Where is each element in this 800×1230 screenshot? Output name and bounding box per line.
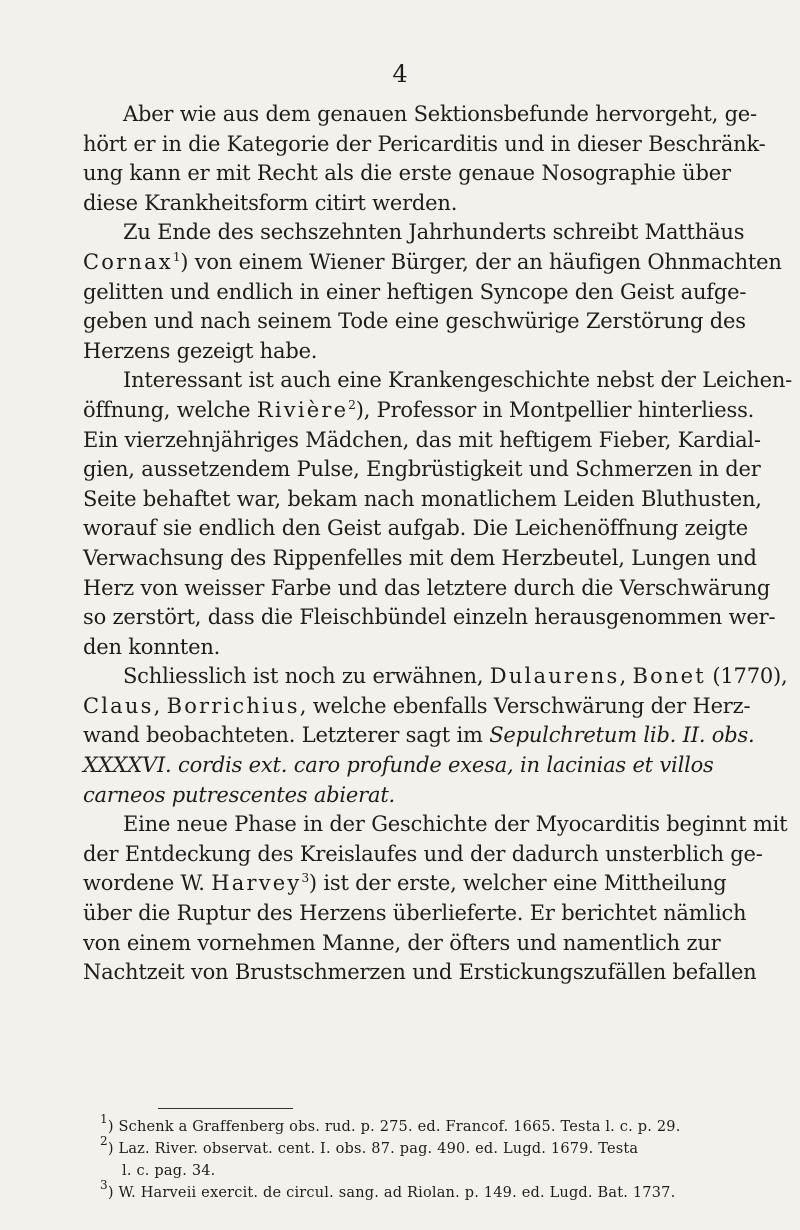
text-line: Interessant ist auch eine Krankengeschichte nebst der Leichen- bbox=[123, 368, 793, 393]
author-name: Bonet bbox=[632, 664, 706, 689]
text-line: geben und nach seinem Tode eine geschwürige Zerstörung des bbox=[83, 309, 746, 334]
footnote-divider bbox=[158, 1108, 293, 1109]
text-line: Ein vierzehnjähriges Mädchen, das mit heftigem Fieber, Kardial- bbox=[83, 427, 761, 452]
text-span: , bbox=[153, 693, 167, 718]
page-number: 4 bbox=[392, 60, 408, 88]
footnote-mark: 1 bbox=[172, 249, 181, 264]
author-name: Claus bbox=[83, 693, 154, 718]
footnote-mark: 2 bbox=[348, 397, 356, 412]
text-line: Seite behaftet war, bekam nach monatlichem Leiden Bluthusten, bbox=[83, 486, 762, 511]
text-line bbox=[83, 248, 782, 278]
text-line: gelitten und endlich in einer heftigen Syncope den Geist aufge- bbox=[83, 279, 747, 304]
text-line: Verwachsung des Rippenfelles mit dem Herzbeutel, Lungen und bbox=[83, 545, 757, 570]
text-line: der Entdeckung des Kreislaufes und der dadurch unsterblich ge- bbox=[83, 841, 763, 866]
text-line: diese Krankheitsform citirt werden. bbox=[83, 190, 458, 215]
text-line: ung kann er mit Recht als die erste genaue Nosographie über bbox=[83, 161, 731, 186]
author-name: Dulaurens bbox=[489, 664, 620, 689]
text-span: , welche ebenfalls Verschwärung der Herz- bbox=[299, 693, 751, 718]
text-line: Nachtzeit von Brustschmerzen und Erstickungszufällen befallen bbox=[83, 960, 757, 985]
paragraph-1 bbox=[83, 100, 766, 218]
text-line: hört er in die Kategorie der Pericarditis und in dieser Beschränk- bbox=[83, 131, 766, 156]
footnote bbox=[100, 1112, 740, 1138]
text-line: Zu Ende des sechszehnten Jahrhunderts schreibt Matthäus bbox=[123, 220, 745, 245]
text-span: wand beobachteten. Letzterer sagt im bbox=[83, 723, 490, 748]
footnote bbox=[100, 1178, 740, 1204]
footnote-mark: 3 bbox=[100, 1178, 108, 1192]
footnote-mark: 1 bbox=[100, 1112, 108, 1126]
text-line: gien, aussetzendem Pulse, Engbrüstigkeit und Schmerzen in der bbox=[83, 457, 761, 482]
text-line: Aber wie aus dem genauen Sektionsbefunde hervorgeht, ge- bbox=[123, 102, 757, 126]
paragraph-5 bbox=[83, 810, 788, 988]
text-span: ) von einem Wiener Bürger, der an häufigen Ohnmachten bbox=[180, 249, 782, 274]
text-span: ), Professor in Montpellier hinterliess. bbox=[355, 397, 755, 422]
paragraph-2 bbox=[83, 218, 782, 366]
text-line: so zerstört, dass die Fleischbündel einzeln herausgenommen wer- bbox=[83, 605, 776, 630]
footnote-continuation: l. c. pag. 34. bbox=[122, 1163, 216, 1179]
text-line bbox=[83, 721, 755, 751]
text-line: worauf sie endlich den Geist aufgab. Die Leichenöffnung zeigte bbox=[83, 516, 748, 541]
latin-quote: XXXXVI. cordis ext. caro profunde exesa, in lacinias et villos bbox=[83, 753, 714, 778]
footnote-text: ) Schenk a Graffenberg obs. rud. p. 275. ed. Francof. 1665. Testa l. c. p. 29. bbox=[107, 1119, 681, 1135]
text-line bbox=[83, 869, 739, 899]
footnote bbox=[100, 1134, 740, 1160]
text-span: wordene W. bbox=[83, 871, 212, 896]
text-line: über die Ruptur des Herzens überlieferte. Er berichtet nämlich bbox=[83, 901, 747, 926]
text-line: Eine neue Phase in der Geschichte der Myocarditis beginnt mit bbox=[123, 812, 788, 837]
footnotes bbox=[100, 1112, 740, 1204]
text-span: öffnung, welche bbox=[83, 397, 257, 422]
text-span: (1770), bbox=[705, 664, 788, 689]
paragraph-4 bbox=[83, 662, 788, 810]
text-line: Herzens gezeigt habe. bbox=[83, 338, 318, 363]
text-line bbox=[83, 396, 755, 426]
text-span: ) ist der erste, welcher eine Mittheilung bbox=[308, 871, 727, 896]
latin-quote: Sepulchretum lib. II. obs. bbox=[489, 723, 755, 748]
author-name: Borrichius bbox=[166, 693, 300, 718]
text-line bbox=[83, 692, 751, 722]
latin-quote: carneos putrescentes abierat. bbox=[83, 782, 396, 807]
footnote-mark: 3 bbox=[301, 871, 309, 886]
text-line: von einem vornehmen Manne, der öfters und namentlich zur bbox=[83, 930, 721, 955]
text-line: Herz von weisser Farbe und das letztere durch die Verschwärung bbox=[83, 575, 771, 600]
footnote-text: ) Laz. River. observat. cent. I. obs. 87. pag. 490. ed. Lugd. 1679. Testa bbox=[107, 1141, 639, 1157]
author-name: Harvey bbox=[211, 871, 302, 896]
author-name: Cornax bbox=[83, 249, 173, 274]
author-name: Rivière bbox=[256, 397, 349, 422]
body-text bbox=[83, 100, 793, 988]
footnote-mark: 2 bbox=[100, 1134, 108, 1148]
footnote-text: ) W. Harveii exercit. de circul. sang. ad Riolan. p. 149. ed. Lugd. Bat. 1737. bbox=[107, 1185, 676, 1201]
text-line bbox=[83, 662, 788, 692]
text-span: , bbox=[619, 664, 633, 689]
paragraph-3 bbox=[83, 366, 793, 662]
text-line: den konnten. bbox=[83, 634, 221, 659]
text-span: Schliesslich ist noch zu erwähnen, bbox=[123, 664, 490, 689]
